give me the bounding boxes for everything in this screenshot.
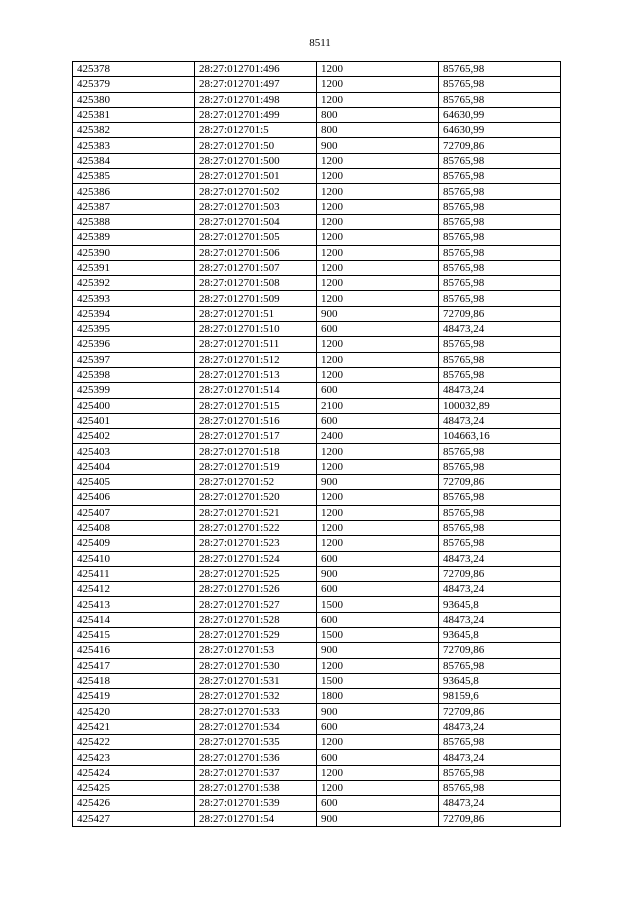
value-cell: 48473,24 <box>439 383 561 398</box>
area-cell: 900 <box>317 643 439 658</box>
area-cell: 600 <box>317 322 439 337</box>
table-row <box>73 536 561 551</box>
row-number-cell: 425418 <box>73 673 195 688</box>
table-row <box>73 214 561 229</box>
row-number-cell: 425390 <box>73 245 195 260</box>
cadastral-number-cell: 28:27:012701:525 <box>195 566 317 581</box>
row-number-cell: 425396 <box>73 337 195 352</box>
cadastral-number-cell: 28:27:012701:5 <box>195 123 317 138</box>
area-cell: 900 <box>317 811 439 826</box>
row-number-cell: 425422 <box>73 735 195 750</box>
table-row <box>73 459 561 474</box>
table-row <box>73 153 561 168</box>
row-number-cell: 425416 <box>73 643 195 658</box>
row-number-cell: 425414 <box>73 612 195 627</box>
table-row <box>73 413 561 428</box>
table-row <box>73 612 561 627</box>
table-row <box>73 77 561 92</box>
value-cell: 72709,86 <box>439 643 561 658</box>
cadastral-number-cell: 28:27:012701:503 <box>195 199 317 214</box>
row-number-cell: 425398 <box>73 367 195 382</box>
cadastral-number-cell: 28:27:012701:536 <box>195 750 317 765</box>
row-number-cell: 425427 <box>73 811 195 826</box>
cadastral-number-cell: 28:27:012701:507 <box>195 260 317 275</box>
area-cell: 900 <box>317 566 439 581</box>
row-number-cell: 425409 <box>73 536 195 551</box>
row-number-cell: 425417 <box>73 658 195 673</box>
row-number-cell: 425397 <box>73 352 195 367</box>
row-number-cell: 425380 <box>73 92 195 107</box>
table-row <box>73 444 561 459</box>
cadastral-number-cell: 28:27:012701:51 <box>195 306 317 321</box>
cadastral-number-cell: 28:27:012701:531 <box>195 673 317 688</box>
row-number-cell: 425411 <box>73 566 195 581</box>
area-cell: 1200 <box>317 245 439 260</box>
value-cell: 72709,86 <box>439 811 561 826</box>
value-cell: 72709,86 <box>439 704 561 719</box>
table-row <box>73 750 561 765</box>
area-cell: 900 <box>317 306 439 321</box>
cadastral-number-cell: 28:27:012701:529 <box>195 627 317 642</box>
value-cell: 64630,99 <box>439 107 561 122</box>
area-cell: 2100 <box>317 398 439 413</box>
value-cell: 85765,98 <box>439 444 561 459</box>
area-cell: 1200 <box>317 169 439 184</box>
cadastral-number-cell: 28:27:012701:519 <box>195 459 317 474</box>
value-cell: 85765,98 <box>439 658 561 673</box>
table-row <box>73 796 561 811</box>
value-cell: 48473,24 <box>439 796 561 811</box>
table-row <box>73 322 561 337</box>
cadastral-number-cell: 28:27:012701:537 <box>195 765 317 780</box>
row-number-cell: 425381 <box>73 107 195 122</box>
cadastral-number-cell: 28:27:012701:527 <box>195 597 317 612</box>
area-cell: 600 <box>317 612 439 627</box>
area-cell: 1200 <box>317 260 439 275</box>
area-cell: 1200 <box>317 214 439 229</box>
table-row <box>73 306 561 321</box>
area-cell: 2400 <box>317 429 439 444</box>
cadastral-number-cell: 28:27:012701:520 <box>195 490 317 505</box>
value-cell: 72709,86 <box>439 306 561 321</box>
area-cell: 800 <box>317 123 439 138</box>
row-number-cell: 425426 <box>73 796 195 811</box>
area-cell: 1200 <box>317 153 439 168</box>
area-cell: 1200 <box>317 765 439 780</box>
row-number-cell: 425379 <box>73 77 195 92</box>
value-cell: 85765,98 <box>439 505 561 520</box>
table-row <box>73 475 561 490</box>
table-row <box>73 107 561 122</box>
cadastral-number-cell: 28:27:012701:505 <box>195 230 317 245</box>
row-number-cell: 425387 <box>73 199 195 214</box>
cadastral-number-cell: 28:27:012701:532 <box>195 689 317 704</box>
value-cell: 85765,98 <box>439 184 561 199</box>
table-row <box>73 123 561 138</box>
area-cell: 1200 <box>317 276 439 291</box>
row-number-cell: 425413 <box>73 597 195 612</box>
cadastral-number-cell: 28:27:012701:514 <box>195 383 317 398</box>
table-row <box>73 566 561 581</box>
cadastral-number-cell: 28:27:012701:504 <box>195 214 317 229</box>
area-cell: 1200 <box>317 735 439 750</box>
cadastral-number-cell: 28:27:012701:538 <box>195 780 317 795</box>
area-cell: 1200 <box>317 291 439 306</box>
area-cell: 1200 <box>317 520 439 535</box>
table-row <box>73 520 561 535</box>
cadastral-number-cell: 28:27:012701:521 <box>195 505 317 520</box>
cadastral-number-cell: 28:27:012701:496 <box>195 62 317 77</box>
cadastral-number-cell: 28:27:012701:535 <box>195 735 317 750</box>
row-number-cell: 425421 <box>73 719 195 734</box>
row-number-cell: 425425 <box>73 780 195 795</box>
value-cell: 93645,8 <box>439 673 561 688</box>
area-cell: 800 <box>317 107 439 122</box>
value-cell: 85765,98 <box>439 367 561 382</box>
value-cell: 48473,24 <box>439 322 561 337</box>
row-number-cell: 425394 <box>73 306 195 321</box>
area-cell: 900 <box>317 475 439 490</box>
row-number-cell: 425402 <box>73 429 195 444</box>
value-cell: 85765,98 <box>439 520 561 535</box>
table-row <box>73 704 561 719</box>
area-cell: 1200 <box>317 337 439 352</box>
row-number-cell: 425419 <box>73 689 195 704</box>
value-cell: 48473,24 <box>439 612 561 627</box>
cadastral-number-cell: 28:27:012701:506 <box>195 245 317 260</box>
area-cell: 1200 <box>317 658 439 673</box>
cadastral-number-cell: 28:27:012701:524 <box>195 551 317 566</box>
value-cell: 85765,98 <box>439 536 561 551</box>
row-number-cell: 425407 <box>73 505 195 520</box>
table-row <box>73 765 561 780</box>
area-cell: 1200 <box>317 77 439 92</box>
cadastral-number-cell: 28:27:012701:511 <box>195 337 317 352</box>
area-cell: 600 <box>317 383 439 398</box>
value-cell: 85765,98 <box>439 77 561 92</box>
area-cell: 1200 <box>317 352 439 367</box>
row-number-cell: 425423 <box>73 750 195 765</box>
cadastral-number-cell: 28:27:012701:512 <box>195 352 317 367</box>
cadastral-number-cell: 28:27:012701:499 <box>195 107 317 122</box>
table-row <box>73 230 561 245</box>
table-row <box>73 383 561 398</box>
row-number-cell: 425399 <box>73 383 195 398</box>
area-cell: 1200 <box>317 199 439 214</box>
area-cell: 1200 <box>317 505 439 520</box>
row-number-cell: 425403 <box>73 444 195 459</box>
value-cell: 72709,86 <box>439 566 561 581</box>
area-cell: 1200 <box>317 780 439 795</box>
row-number-cell: 425405 <box>73 475 195 490</box>
row-number-cell: 425406 <box>73 490 195 505</box>
row-number-cell: 425412 <box>73 582 195 597</box>
value-cell: 85765,98 <box>439 199 561 214</box>
row-number-cell: 425389 <box>73 230 195 245</box>
cadastral-number-cell: 28:27:012701:515 <box>195 398 317 413</box>
area-cell: 1800 <box>317 689 439 704</box>
cadastral-number-cell: 28:27:012701:509 <box>195 291 317 306</box>
area-cell: 1200 <box>317 62 439 77</box>
value-cell: 85765,98 <box>439 230 561 245</box>
table-row <box>73 138 561 153</box>
table-row <box>73 245 561 260</box>
cadastral-number-cell: 28:27:012701:54 <box>195 811 317 826</box>
area-cell: 900 <box>317 138 439 153</box>
cadastral-number-cell: 28:27:012701:530 <box>195 658 317 673</box>
row-number-cell: 425388 <box>73 214 195 229</box>
table-row <box>73 260 561 275</box>
value-cell: 104663,16 <box>439 429 561 444</box>
value-cell: 48473,24 <box>439 719 561 734</box>
value-cell: 72709,86 <box>439 475 561 490</box>
table-row <box>73 643 561 658</box>
area-cell: 1200 <box>317 184 439 199</box>
table-row <box>73 505 561 520</box>
table-row <box>73 352 561 367</box>
value-cell: 85765,98 <box>439 260 561 275</box>
value-cell: 85765,98 <box>439 276 561 291</box>
area-cell: 900 <box>317 704 439 719</box>
area-cell: 1200 <box>317 230 439 245</box>
table-row <box>73 597 561 612</box>
area-cell: 1200 <box>317 367 439 382</box>
table-row <box>73 719 561 734</box>
value-cell: 85765,98 <box>439 459 561 474</box>
value-cell: 85765,98 <box>439 92 561 107</box>
value-cell: 85765,98 <box>439 490 561 505</box>
area-cell: 600 <box>317 582 439 597</box>
table-row <box>73 627 561 642</box>
cadastral-number-cell: 28:27:012701:52 <box>195 475 317 490</box>
cadastral-number-cell: 28:27:012701:533 <box>195 704 317 719</box>
value-cell: 85765,98 <box>439 169 561 184</box>
cadastral-number-cell: 28:27:012701:502 <box>195 184 317 199</box>
cadastral-number-cell: 28:27:012701:508 <box>195 276 317 291</box>
area-cell: 1200 <box>317 536 439 551</box>
area-cell: 600 <box>317 551 439 566</box>
cadastral-number-cell: 28:27:012701:518 <box>195 444 317 459</box>
cadastral-number-cell: 28:27:012701:522 <box>195 520 317 535</box>
cadastral-number-cell: 28:27:012701:539 <box>195 796 317 811</box>
table-row <box>73 169 561 184</box>
row-number-cell: 425384 <box>73 153 195 168</box>
row-number-cell: 425401 <box>73 413 195 428</box>
cadastral-number-cell: 28:27:012701:528 <box>195 612 317 627</box>
data-table <box>72 61 561 827</box>
table-row <box>73 429 561 444</box>
value-cell: 85765,98 <box>439 735 561 750</box>
row-number-cell: 425415 <box>73 627 195 642</box>
row-number-cell: 425385 <box>73 169 195 184</box>
table-row <box>73 490 561 505</box>
table-row <box>73 92 561 107</box>
row-number-cell: 425410 <box>73 551 195 566</box>
table-body <box>73 62 561 827</box>
area-cell: 1200 <box>317 444 439 459</box>
cadastral-number-cell: 28:27:012701:510 <box>195 322 317 337</box>
area-cell: 600 <box>317 413 439 428</box>
cadastral-number-cell: 28:27:012701:500 <box>195 153 317 168</box>
table-row <box>73 276 561 291</box>
value-cell: 100032,89 <box>439 398 561 413</box>
area-cell: 1500 <box>317 673 439 688</box>
table-row <box>73 199 561 214</box>
area-cell: 600 <box>317 719 439 734</box>
cadastral-number-cell: 28:27:012701:534 <box>195 719 317 734</box>
value-cell: 48473,24 <box>439 551 561 566</box>
row-number-cell: 425420 <box>73 704 195 719</box>
row-number-cell: 425382 <box>73 123 195 138</box>
area-cell: 1200 <box>317 459 439 474</box>
value-cell: 48473,24 <box>439 750 561 765</box>
cadastral-number-cell: 28:27:012701:513 <box>195 367 317 382</box>
value-cell: 48473,24 <box>439 582 561 597</box>
table-row <box>73 658 561 673</box>
table-row <box>73 398 561 413</box>
row-number-cell: 425408 <box>73 520 195 535</box>
cadastral-number-cell: 28:27:012701:516 <box>195 413 317 428</box>
cadastral-number-cell: 28:27:012701:517 <box>195 429 317 444</box>
row-number-cell: 425395 <box>73 322 195 337</box>
area-cell: 1200 <box>317 490 439 505</box>
row-number-cell: 425391 <box>73 260 195 275</box>
area-cell: 1500 <box>317 627 439 642</box>
value-cell: 85765,98 <box>439 153 561 168</box>
table-row <box>73 551 561 566</box>
row-number-cell: 425378 <box>73 62 195 77</box>
row-number-cell: 425386 <box>73 184 195 199</box>
row-number-cell: 425383 <box>73 138 195 153</box>
table-row <box>73 337 561 352</box>
table-row <box>73 291 561 306</box>
area-cell: 1200 <box>317 92 439 107</box>
value-cell: 85765,98 <box>439 245 561 260</box>
row-number-cell: 425424 <box>73 765 195 780</box>
table-row <box>73 367 561 382</box>
value-cell: 85765,98 <box>439 765 561 780</box>
cadastral-number-cell: 28:27:012701:526 <box>195 582 317 597</box>
value-cell: 85765,98 <box>439 780 561 795</box>
cadastral-number-cell: 28:27:012701:501 <box>195 169 317 184</box>
table-row <box>73 689 561 704</box>
value-cell: 48473,24 <box>439 413 561 428</box>
area-cell: 600 <box>317 796 439 811</box>
value-cell: 85765,98 <box>439 352 561 367</box>
table-row <box>73 62 561 77</box>
cadastral-number-cell: 28:27:012701:50 <box>195 138 317 153</box>
value-cell: 93645,8 <box>439 627 561 642</box>
value-cell: 85765,98 <box>439 337 561 352</box>
table-row <box>73 184 561 199</box>
table-row <box>73 780 561 795</box>
value-cell: 85765,98 <box>439 62 561 77</box>
cadastral-number-cell: 28:27:012701:53 <box>195 643 317 658</box>
value-cell: 98159,6 <box>439 689 561 704</box>
row-number-cell: 425393 <box>73 291 195 306</box>
cadastral-number-cell: 28:27:012701:498 <box>195 92 317 107</box>
table-row <box>73 582 561 597</box>
area-cell: 600 <box>317 750 439 765</box>
table-row <box>73 673 561 688</box>
table-row <box>73 811 561 826</box>
value-cell: 64630,99 <box>439 123 561 138</box>
row-number-cell: 425400 <box>73 398 195 413</box>
value-cell: 93645,8 <box>439 597 561 612</box>
page-number: 8511 <box>309 37 331 49</box>
table-row <box>73 735 561 750</box>
cadastral-number-cell: 28:27:012701:497 <box>195 77 317 92</box>
area-cell: 1500 <box>317 597 439 612</box>
row-number-cell: 425404 <box>73 459 195 474</box>
row-number-cell: 425392 <box>73 276 195 291</box>
value-cell: 72709,86 <box>439 138 561 153</box>
cadastral-number-cell: 28:27:012701:523 <box>195 536 317 551</box>
value-cell: 85765,98 <box>439 214 561 229</box>
value-cell: 85765,98 <box>439 291 561 306</box>
